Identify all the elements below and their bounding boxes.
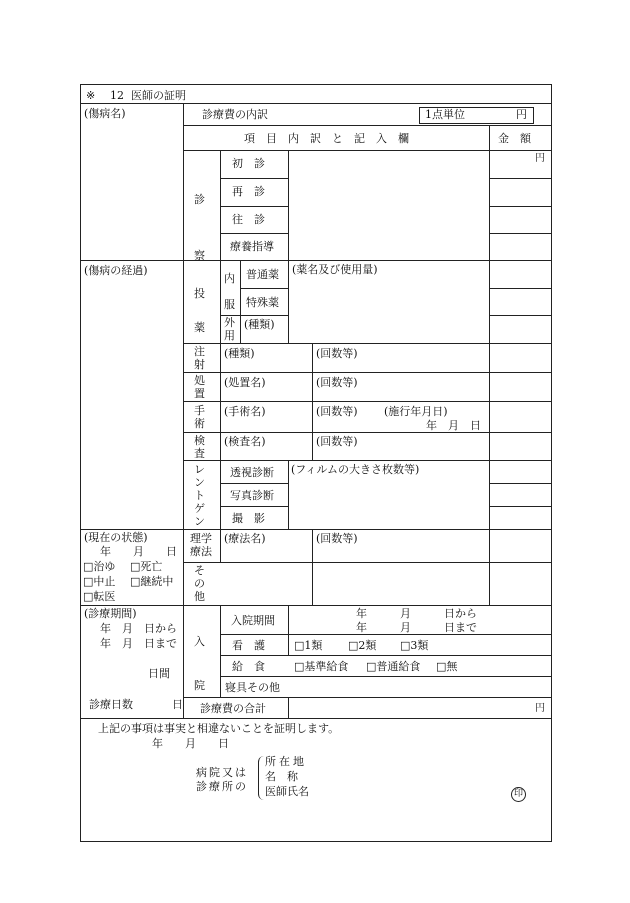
divider [183, 562, 551, 563]
facility-label-1: 病院又は [196, 766, 248, 779]
bedding-label: 寝具その他 [225, 681, 280, 694]
injection-count: (回数等) [316, 347, 358, 360]
section-xray: レントゲン [194, 463, 205, 528]
procedure-name: (処置名) [224, 376, 266, 389]
disease-progress-label: (傷病の経過) [84, 264, 148, 277]
treatment-days-unit: 日間 [148, 667, 170, 680]
divider [80, 605, 551, 606]
divider [80, 103, 551, 104]
nursing-label: 看 護 [232, 639, 265, 652]
injection-type: (種類) [224, 347, 255, 360]
point-unit-label: 1点単位 [425, 108, 465, 121]
divider [220, 676, 551, 677]
divider [220, 178, 288, 179]
physiotherapy-count: (回数等) [316, 532, 358, 545]
divider [489, 233, 551, 234]
section-other: その他 [194, 564, 205, 603]
divider [183, 697, 551, 698]
divider [489, 178, 551, 179]
medication-note: (薬名及び使用量) [292, 263, 378, 276]
section-examination: 検査 [194, 434, 205, 460]
divider [183, 150, 551, 151]
point-unit-yen: 円 [516, 108, 527, 121]
divider [489, 506, 551, 507]
divider [489, 206, 551, 207]
meals-option-standard[interactable]: □基準給食 [294, 660, 349, 673]
current-state-label: (現在の状態) [84, 531, 148, 544]
divider [220, 605, 221, 697]
meals-option-none[interactable]: □無 [436, 660, 458, 673]
meals-option-regular[interactable]: □普通給食 [366, 660, 421, 673]
examination-name: (検査名) [224, 435, 266, 448]
section-surgery: 手術 [194, 404, 205, 430]
facility-name-label: 名 称 [265, 770, 298, 783]
surgery-name: (手術名) [224, 405, 266, 418]
divider [489, 125, 490, 605]
divider [80, 260, 551, 261]
divider [312, 343, 313, 460]
facility-brace [258, 756, 264, 800]
total-label: 診療費の合計 [200, 702, 266, 715]
divider [220, 233, 288, 234]
disease-name-label: (傷病名) [84, 107, 126, 120]
consultation-guidance: 療養指導 [230, 240, 274, 253]
divider [288, 697, 289, 718]
total-yen-unit: 円 [535, 703, 545, 714]
doctor-name-label: 医師氏名 [265, 785, 309, 798]
divider [288, 460, 289, 529]
medication-external: 外用 [224, 316, 235, 342]
divider [183, 125, 551, 126]
section-consultation: 診察 [194, 193, 205, 262]
certification-statement: 上記の事項は事実と相違ないことを証明します。 [98, 722, 340, 735]
amount-yen-unit: 円 [535, 153, 545, 164]
state-option-continuing[interactable]: □継続中 [130, 575, 174, 588]
divider [183, 401, 551, 402]
treatment-period-label: (診療期間) [84, 607, 137, 620]
consultation-repeat: 再 診 [232, 185, 265, 198]
inpatient-period-to: 年 月 日まで [356, 621, 477, 634]
surgery-date: 年 月 日 [426, 419, 481, 432]
treatment-period-from: 年 月 日から [100, 622, 177, 635]
xray-fluoroscopy: 透視診断 [230, 466, 274, 479]
divider [489, 288, 551, 289]
xray-radiography: 写真診断 [230, 489, 274, 502]
header-number: 12 [110, 89, 124, 102]
meals-label: 給 食 [232, 660, 265, 673]
section-physiotherapy: 理学療法 [190, 532, 212, 558]
inpatient-period-label: 入院期間 [231, 614, 275, 627]
divider [220, 634, 551, 635]
divider [220, 206, 288, 207]
medication-ordinary: 普通薬 [246, 268, 279, 281]
nursing-option-2[interactable]: □2類 [348, 639, 377, 652]
divider [183, 460, 551, 461]
nursing-option-1[interactable]: □1類 [294, 639, 323, 652]
state-option-deceased[interactable]: □死亡 [130, 560, 163, 573]
treatment-period-to: 年 月 日まで [100, 637, 177, 650]
items-header: 項 目 内 訳 と 記 入 欄 [244, 132, 409, 145]
nursing-option-3[interactable]: □3類 [400, 639, 429, 652]
divider [288, 605, 289, 655]
divider [220, 506, 288, 507]
visit-days-unit: 日 [172, 698, 183, 711]
inpatient-period-from: 年 月 日から [356, 607, 477, 620]
medication-special: 特殊薬 [246, 296, 279, 309]
fees-title: 診療費の内訳 [202, 108, 268, 121]
divider [312, 529, 313, 605]
divider [183, 432, 551, 433]
divider [220, 150, 221, 562]
divider [288, 150, 289, 260]
facility-address-label: 所在地 [265, 755, 307, 768]
page-title: 医師の証明 [131, 89, 186, 102]
xray-note: (フィルムの大きさ枚数等) [291, 463, 420, 476]
amount-header: 金 額 [498, 132, 531, 145]
divider [220, 655, 551, 656]
physiotherapy-name: (療法名) [224, 532, 266, 545]
divider [489, 483, 551, 484]
divider [288, 260, 289, 343]
divider [240, 260, 241, 343]
divider [489, 315, 551, 316]
divider [240, 288, 288, 289]
seal-stamp: 印 [511, 787, 526, 802]
certification-date: 年 月 日 [152, 737, 229, 750]
state-option-cured[interactable]: □治ゆ [83, 560, 116, 573]
divider [183, 372, 551, 373]
divider [183, 343, 551, 344]
current-state-date: 年 月 日 [100, 545, 177, 558]
section-procedure: 処置 [194, 374, 205, 400]
divider [220, 483, 288, 484]
xray-imaging: 撮 影 [232, 512, 265, 525]
section-medication: 投薬 [194, 287, 205, 334]
header-mark: ※ [86, 89, 96, 102]
consultation-home-visit: 往 診 [232, 213, 265, 226]
visit-days-label: 診療日数 [89, 698, 133, 711]
section-injection: 注射 [194, 345, 205, 371]
section-inpatient: 入院 [194, 635, 205, 692]
state-option-transferred[interactable]: □転医 [83, 590, 116, 603]
examination-count: (回数等) [316, 435, 358, 448]
consultation-first: 初 診 [232, 157, 265, 170]
divider [80, 529, 551, 530]
procedure-count: (回数等) [316, 376, 358, 389]
surgery-date-label: (施行年月日) [384, 405, 448, 418]
divider [183, 103, 184, 718]
medication-internal: 内服 [224, 272, 235, 311]
state-option-discontinued[interactable]: □中止 [83, 575, 116, 588]
medication-type: (種類) [244, 318, 275, 331]
divider [80, 718, 551, 719]
surgery-count: (回数等) [316, 405, 358, 418]
facility-label-2: 診療所の [196, 780, 248, 793]
